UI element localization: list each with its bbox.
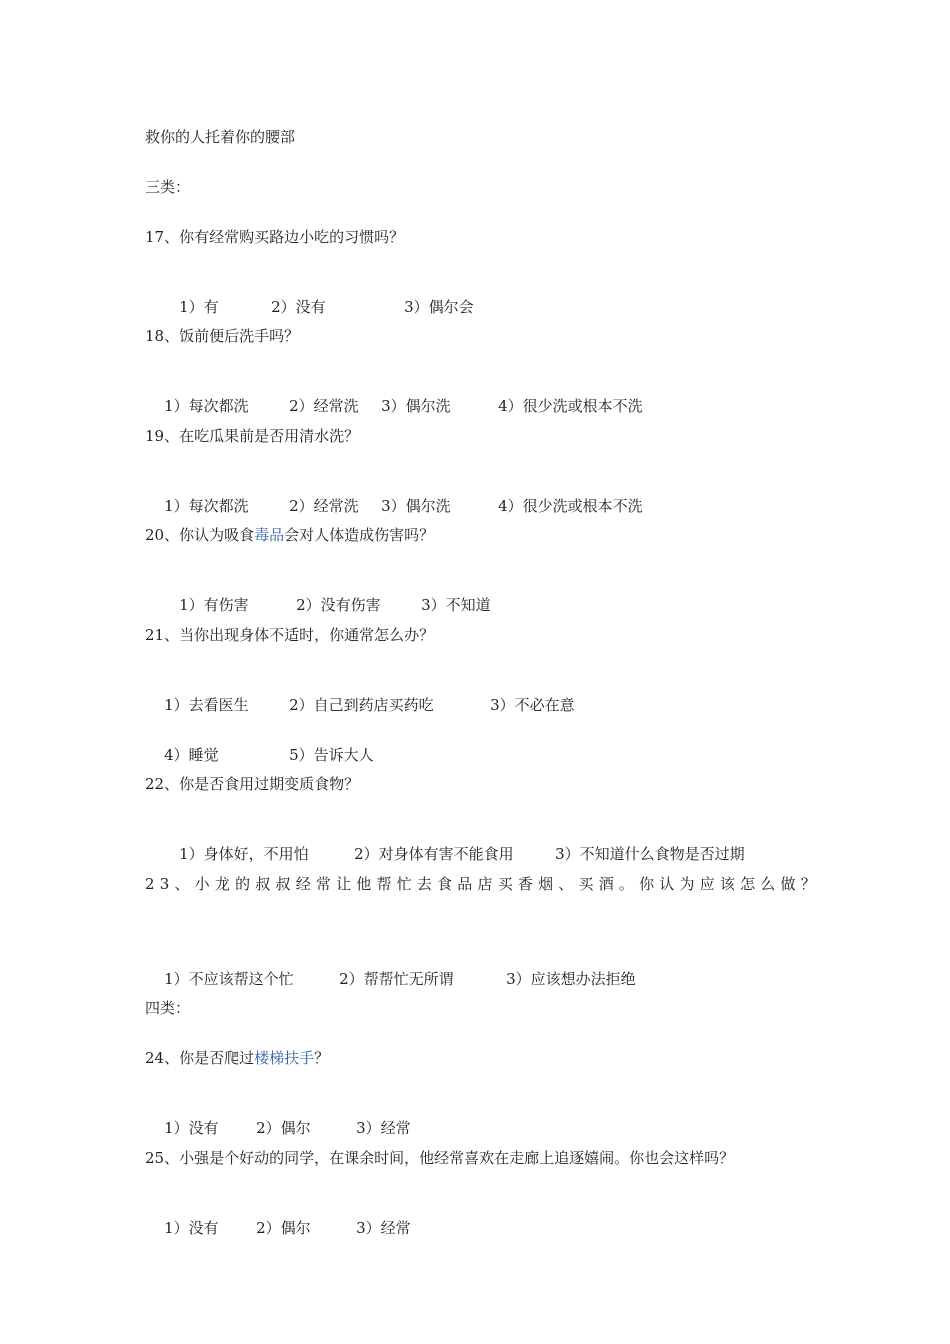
- option: 1）有: [179, 298, 219, 316]
- question-text: 24、你是否爬过: [145, 1049, 255, 1067]
- option: 4）很少洗或根本不洗: [498, 397, 643, 415]
- option: 3）偶尔洗: [381, 497, 451, 515]
- question-17: 17、你有经常购买路边小吃的习惯吗？: [145, 228, 405, 246]
- section-heading-3: 三类：: [145, 178, 191, 196]
- option: 3）不知道什么食物是否过期: [555, 845, 745, 863]
- question-text: ？: [314, 1049, 330, 1067]
- question-22: 22、你是否食用过期变质食物？: [145, 775, 360, 793]
- option: 3）偶尔洗: [381, 397, 451, 415]
- option: 2）对身体有害不能食用: [354, 845, 514, 863]
- section-heading-4: 四类：: [145, 999, 191, 1017]
- option: 1）身体好，不用怕: [179, 845, 309, 863]
- option: 3）不必在意: [490, 696, 575, 714]
- question-23: 23、小龙的叔叔经常让他帮忙去食品店买香烟、买酒。你认为应该怎么做？: [145, 875, 821, 893]
- option: 1）每次都洗: [164, 497, 249, 515]
- option: 4）睡觉: [164, 746, 219, 764]
- question-text: 20、你认为吸食: [145, 526, 255, 544]
- option: 2）没有: [271, 298, 326, 316]
- option: 3）偶尔会: [404, 298, 474, 316]
- question-21: 21、当你出现身体不适时，你通常怎么办？: [145, 626, 435, 644]
- option: 2）偶尔: [256, 1119, 311, 1137]
- stair-handrail-link[interactable]: 楼梯扶手: [254, 1049, 315, 1067]
- option: 1）去看医生: [164, 696, 249, 714]
- option: 1）不应该帮这个忙: [164, 970, 294, 988]
- question-19: 19、在吃瓜果前是否用清水洗？: [145, 427, 360, 445]
- option: 3）应该想办法拒绝: [506, 970, 636, 988]
- question-text: 会对人体造成伤害吗？: [284, 526, 435, 544]
- option: 1）没有: [164, 1119, 219, 1137]
- options-23: [145, 949, 636, 1009]
- option: 2）没有伤害: [296, 596, 381, 614]
- drugs-link[interactable]: 毒品: [254, 526, 285, 544]
- option: 2）经常洗: [289, 397, 359, 415]
- option: 1）每次都洗: [164, 397, 249, 415]
- option: 3）不知道: [421, 596, 491, 614]
- question-24: [145, 1048, 329, 1068]
- option: 3）经常: [356, 1219, 411, 1237]
- option: 2）偶尔: [256, 1219, 311, 1237]
- option: 1）有伤害: [179, 596, 249, 614]
- option: 3）经常: [356, 1119, 411, 1137]
- option: 2）经常洗: [289, 497, 359, 515]
- option: 4）很少洗或根本不洗: [498, 497, 643, 515]
- question-18: 18、饭前便后洗手吗？: [145, 327, 300, 345]
- option: 2）帮帮忙无所谓: [339, 970, 454, 988]
- question-25: 25、小强是个好动的同学，在课余时间，他经常喜欢在走廊上追逐嬉闹。你也会这样吗？: [145, 1149, 735, 1167]
- options-25: [145, 1198, 411, 1258]
- intro-line: 救你的人托着你的腰部: [145, 128, 296, 146]
- option: 5）告诉大人: [289, 746, 374, 764]
- option: 1）没有: [164, 1219, 219, 1237]
- question-20: [145, 525, 434, 545]
- option: 2）自己到药店买药吃: [289, 696, 434, 714]
